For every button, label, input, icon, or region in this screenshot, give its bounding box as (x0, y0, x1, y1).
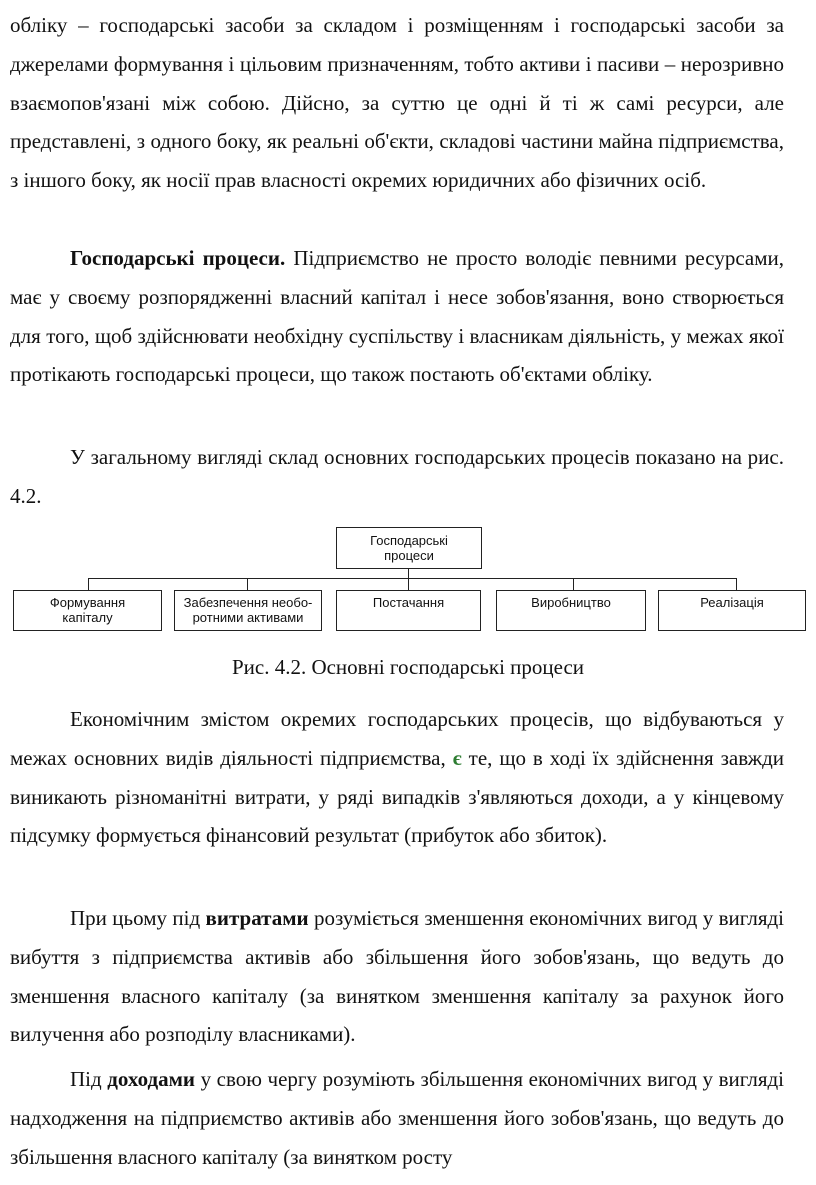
diagram-child-box (496, 590, 646, 631)
paragraph-text: Під (70, 1067, 108, 1091)
connector-line (573, 578, 574, 590)
paragraph-text: У загальному вигляді склад основних господарських процесів показано на рис. 4.2. (10, 445, 784, 508)
connector-line (736, 578, 737, 590)
highlighted-word: є (452, 745, 462, 770)
paragraph-text: При цьому під (70, 906, 206, 930)
connector-line (88, 578, 736, 579)
paragraph-expenses (10, 899, 784, 1054)
paragraph-economic-content (10, 700, 784, 855)
diagram-child-label: Постачання (372, 595, 445, 610)
bold-term-business-processes: Господарські процеси. (70, 246, 286, 270)
diagram-child-box (174, 590, 322, 631)
paragraph-text: Економічним змістом окремих господарських процесів, що відбуваються у межах основних видів діяльності підприємства, (10, 707, 784, 770)
diagram-root-label: Господарські процеси (370, 533, 448, 563)
paragraph-figure-reference (10, 438, 784, 516)
figure-caption: Рис. 4.2. Основні господарські процеси (231, 655, 585, 679)
paragraph-text: у свою чергу розуміють збільшення економічних вигод у вигляді надходження на підприємство активів або зменшення його зобов'язань, що ведуть до збільшення власного капіталу (за винятком росту (10, 1067, 784, 1169)
paragraph-text: те, що в ході їх здійснення завжди виникають різноманітні витрати, у ряді випадків з'являються доходи, а у кінцевому підсумку формується фінансовий результат (прибуток або збиток). (10, 745, 784, 848)
paragraph-assets-liabilities (10, 6, 784, 200)
diagram-child-box (336, 590, 481, 631)
diagram-child-box (13, 590, 162, 631)
paragraph-text: обліку – господарські засоби за складом і розміщенням і господарські засоби за джерелами формування і цільовим призначенням, тобто активи і пасиви – нерозривно взаємопов'язані між собою. Дійсно, за суттю це одні й ті ж самі ресурси, але представлені, з одного боку, як реальні об'єкти, складові частини майна підприємства, з іншого боку, як носії прав власності окремих юридичних або фізичних осіб. (10, 13, 784, 193)
diagram-root-box (336, 527, 482, 569)
bold-term-income: доходами (107, 1067, 195, 1091)
diagram-child-label: Виробництво (531, 595, 611, 610)
connector-line (247, 578, 248, 590)
connector-line (88, 578, 89, 590)
diagram-child-label: Забезпечення необо-ротними активами (183, 595, 313, 625)
paragraph-text: розуміється зменшення економічних вигод у вигляді вибуття з підприємства активів або збільшення його зобов'язань, що ведуть до зменшення власного капіталу (за винятком зменшення капіталу за рахунок його вилучення або розподілу власниками). (10, 906, 784, 1047)
diagram-child-label: Реалізація (700, 595, 764, 610)
diagram-child-label: Формування капіталу (49, 595, 126, 625)
paragraph-text: Підприємство не просто володіє певними ресурсами, має у своєму розпорядженні власний капітал і несе зобов'язання, воно створюється для того, щоб здійснювати необхідну суспільству і власникам діяльність, у межах якої протікають господарські процеси, що також постають об'єктами обліку. (10, 246, 784, 387)
bold-term-expenses: витратами (205, 906, 309, 930)
paragraph-income (10, 1060, 784, 1176)
diagram-child-box (658, 590, 806, 631)
paragraph-business-processes (10, 239, 784, 394)
connector-line (408, 578, 409, 590)
